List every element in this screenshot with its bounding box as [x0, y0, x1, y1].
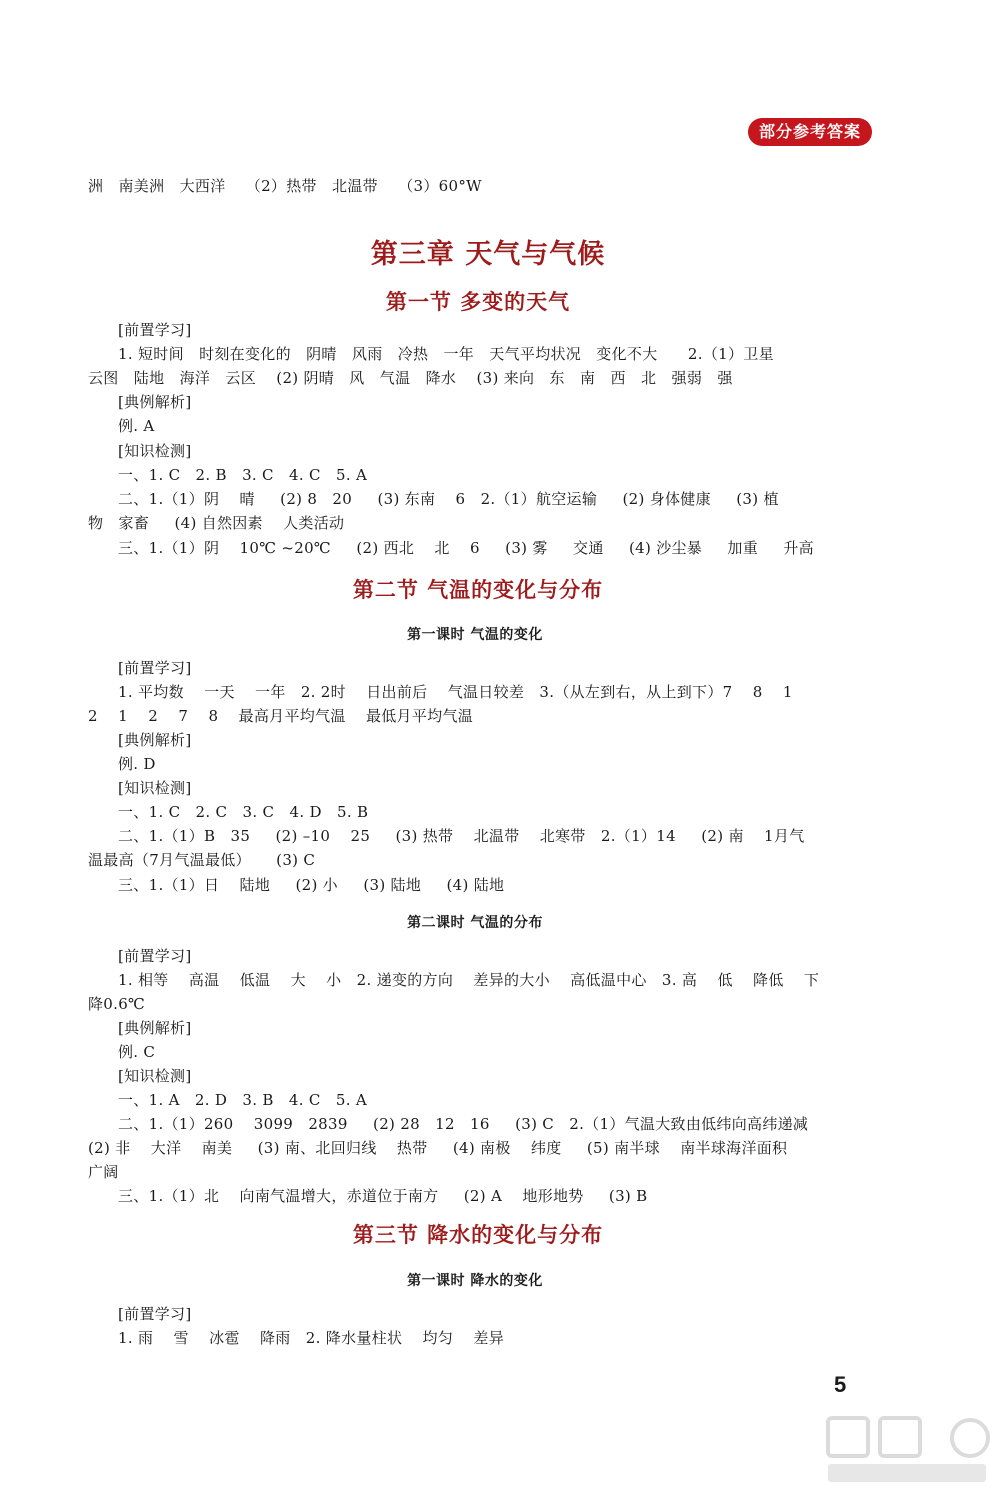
- answer-key-badge: 部分参考答案: [748, 118, 872, 146]
- label-example: [典例解析]: [118, 731, 192, 749]
- lesson-title: 第一课时 降水的变化: [407, 1273, 543, 1289]
- section-title-2: 第二节 气温的变化与分布: [352, 578, 604, 602]
- label-example: [典例解析]: [118, 393, 192, 411]
- continued-answer-line: 洲 南美洲 大西洋 （2）热带 北温带 （3）60°W: [88, 177, 482, 195]
- answer-line: 例. C: [118, 1043, 156, 1061]
- answer-line: 物 家畜 (4) 自然因素 人类活动: [88, 514, 345, 532]
- answer-line: (2) 非 大洋 南美 (3) 南、北回归线 热带 (4) 南极 纬度 (5) 南半球 南半球海洋面积: [88, 1139, 788, 1157]
- lesson-title: 第一课时 气温的变化: [407, 627, 543, 643]
- label-preview: [前置学习]: [118, 947, 192, 965]
- answer-line: 三、1.（1）日 陆地 (2) 小 (3) 陆地 (4) 陆地: [118, 876, 505, 894]
- watermark-logo: [822, 1408, 992, 1488]
- answer-line: 降0.6℃: [88, 995, 146, 1013]
- answer-line: 广阔: [88, 1163, 119, 1181]
- answer-line: 一、1. C 2. B 3. C 4. C 5. A: [118, 466, 368, 484]
- lesson-title: 第二课时 气温的分布: [407, 915, 543, 931]
- label-preview: [前置学习]: [118, 659, 192, 677]
- label-check: [知识检测]: [118, 779, 192, 797]
- answer-line: 二、1.（1）260 3099 2839 (2) 28 12 16 (3) C 2.（1）气温大致由低纬向高纬递减: [118, 1115, 809, 1133]
- label-preview: [前置学习]: [118, 321, 192, 339]
- answer-line: 例. D: [118, 755, 156, 773]
- answer-line: 二、1.（1）B 35 (2) –10 25 (3) 热带 北温带 北寒带 2.（1）14 (2) 南 1月气: [118, 827, 805, 845]
- answer-line: 2 1 2 7 8 最高月平均气温 最低月平均气温: [88, 707, 474, 725]
- answer-line: 一、1. C 2. C 3. C 4. D 5. B: [118, 803, 369, 821]
- section-title-1: 第一节 多变的天气: [385, 290, 571, 314]
- answer-line: 三、1.（1）阴 10℃ ~20℃ (2) 西北 北 6 (3) 雾 交通 (4) 沙尘暴 加重 升高: [118, 539, 814, 557]
- answer-line: 1. 雨 雪 冰雹 降雨 2. 降水量柱状 均匀 差异: [118, 1329, 505, 1347]
- answer-line: 温最高（7月气温最低） (3) C: [88, 851, 316, 869]
- answer-line: 二、1.（1）阴 晴 (2) 8 20 (3) 东南 6 2.（1）航空运输 (2) 身体健康 (3) 植: [118, 490, 779, 508]
- answer-line: 1. 相等 高温 低温 大 小 2. 递变的方向 差异的大小 高低温中心 3. 高 低 降低 下: [118, 971, 820, 989]
- label-preview: [前置学习]: [118, 1305, 192, 1323]
- answer-line: 三、1.（1）北 向南气温增大，赤道位于南方 (2) A 地形地势 (3) B: [118, 1187, 648, 1205]
- section-title-3: 第三节 降水的变化与分布: [352, 1223, 604, 1247]
- label-example: [典例解析]: [118, 1019, 192, 1037]
- answer-line: 1. 短时间 时刻在变化的 阴晴 风雨 冷热 一年 天气平均状况 变化不大 2.（1）卫星: [118, 345, 774, 363]
- label-check: [知识检测]: [118, 1067, 192, 1085]
- chapter-title: 第三章 天气与气候: [370, 239, 606, 270]
- answer-line: 一、1. A 2. D 3. B 4. C 5. A: [118, 1091, 368, 1109]
- answer-line: 例. A: [118, 417, 155, 435]
- answer-line: 1. 平均数 一天 一年 2. 2时 日出前后 气温日较差 3.（从左到右，从上到下）7 8 1: [118, 683, 793, 701]
- page-number: 5: [834, 1372, 847, 1397]
- answer-line: 云图 陆地 海洋 云区 (2) 阴晴 风 气温 降水 (3) 来向 东 南 西 北 强弱 强: [88, 369, 733, 387]
- label-check: [知识检测]: [118, 442, 192, 460]
